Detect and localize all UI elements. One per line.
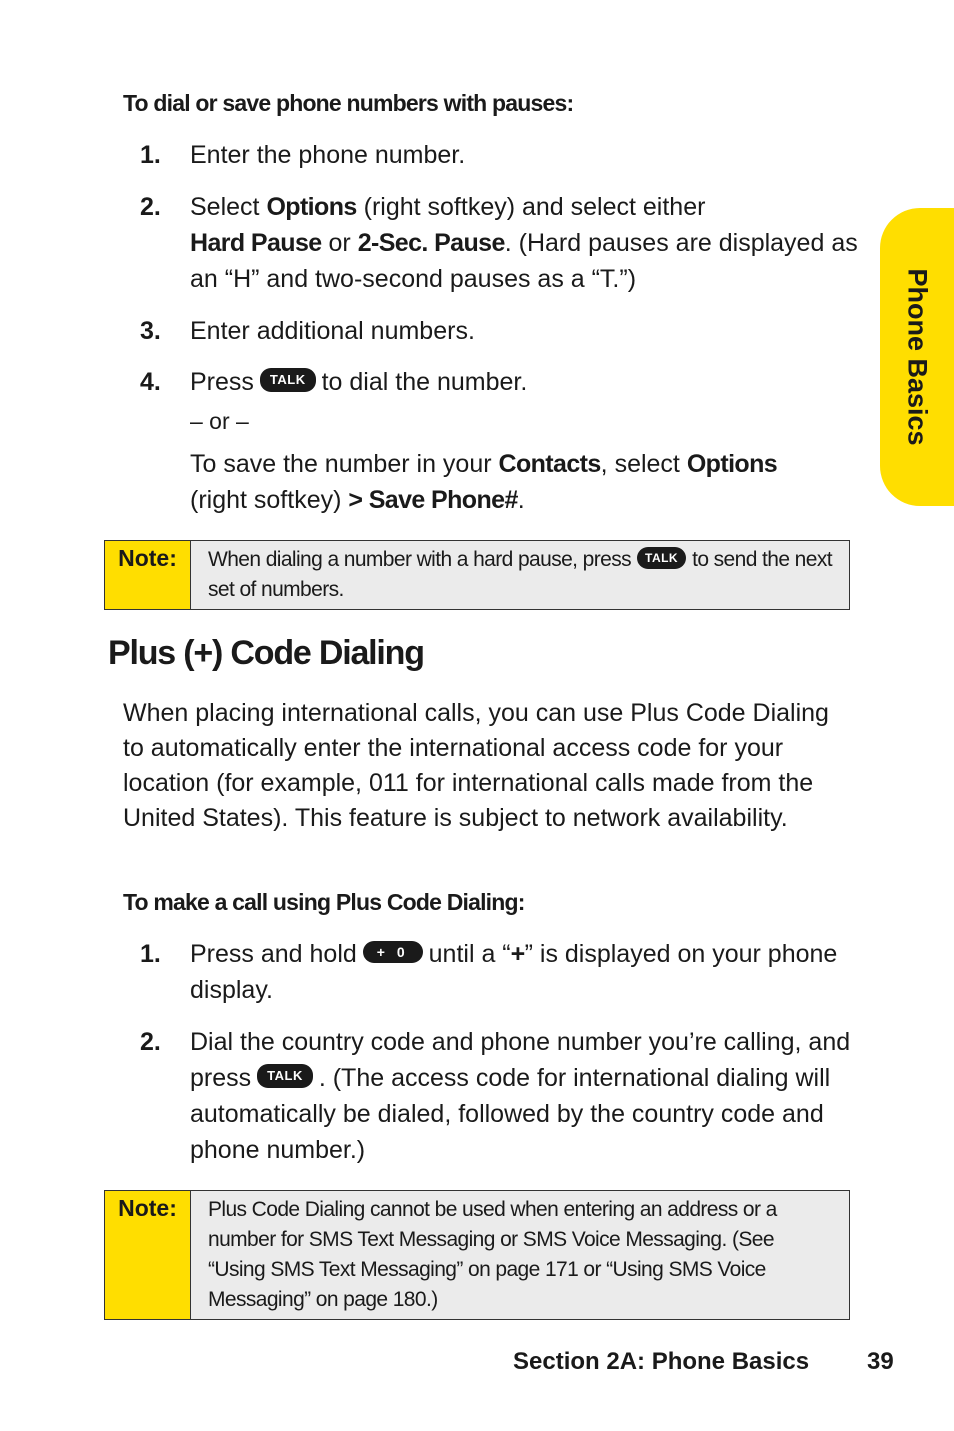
two-sec-pause-term: 2-Sec. Pause [357, 229, 505, 257]
step-number: 4. [140, 368, 161, 396]
step-number: 2. [140, 1028, 161, 1056]
step-text: Dial the country code and phone number you’re calling, and press TALK . (The access code for international dialing will automatically be dialed, followed by the country code and phone number.) [190, 1028, 851, 1164]
note-label: Note: [105, 541, 191, 609]
section-tab-label: Phone Basics [902, 268, 933, 446]
note-text: Plus Code Dialing cannot be used when entering an address or a number for SMS Text Messaging or SMS Voice Messaging. (See “Using SMS Text Messaging” on page 171 or “Using SMS Voice Messaging” on page 180.) [208, 1198, 777, 1311]
pauses-heading: To dial or save phone numbers with pauses: [123, 90, 574, 116]
chevron-right-icon: > [348, 486, 363, 514]
step-text: Enter additional numbers. [190, 317, 475, 345]
step-text: Press and hold + 0 until a “+” is displayed on your phone display. [190, 940, 838, 1004]
or-separator: – or – [190, 408, 249, 434]
save-phone-term: Save Phone# [362, 486, 518, 514]
talk-key-icon: TALK [637, 547, 686, 569]
note-hard-pause [104, 540, 850, 610]
talk-key-icon: TALK [260, 368, 316, 392]
plus-zero-key-icon: + 0 [363, 941, 423, 963]
step-number: 3. [140, 317, 161, 345]
step-number: 2. [140, 193, 161, 221]
step-text: Press TALK to dial the number. [190, 368, 528, 396]
step-number: 1. [140, 940, 161, 968]
section-heading: Plus (+) Code Dialing [108, 634, 424, 672]
note-plus-code [104, 1190, 850, 1320]
step-number: 1. [140, 141, 161, 169]
contacts-term: Contacts [498, 450, 601, 478]
section-tab [880, 208, 954, 506]
options-term: Options [686, 450, 778, 478]
page-number: 39 [867, 1348, 894, 1375]
options-term: Options [266, 193, 357, 221]
save-number-text: To save the number in your Contacts, select Options (right softkey) > Save Phone#. [190, 450, 778, 514]
talk-key-icon: TALK [257, 1064, 313, 1088]
note-label: Note: [105, 1191, 191, 1319]
note-text: When dialing a number with a hard pause, press TALK to send the next set of numbers. [208, 548, 832, 601]
footer-section: Section 2A: Phone Basics [513, 1348, 810, 1375]
step-text: Enter the phone number. [190, 141, 466, 169]
plus-subheading: To make a call using Plus Code Dialing: [123, 889, 525, 915]
plus-intro-paragraph: When placing international calls, you can use Plus Code Dialing to automatically enter the international access code for your location (for example, 011 for international calls made from the United States). This feature is subject to network availability. [123, 699, 829, 832]
step-text: Select Options (right softkey) and select either Hard Pause or 2-Sec. Pause. (Hard pauses are displayed as an “H” and two-second pauses as a “T.”) [190, 193, 858, 293]
hard-pause-term: Hard Pause [190, 229, 322, 257]
